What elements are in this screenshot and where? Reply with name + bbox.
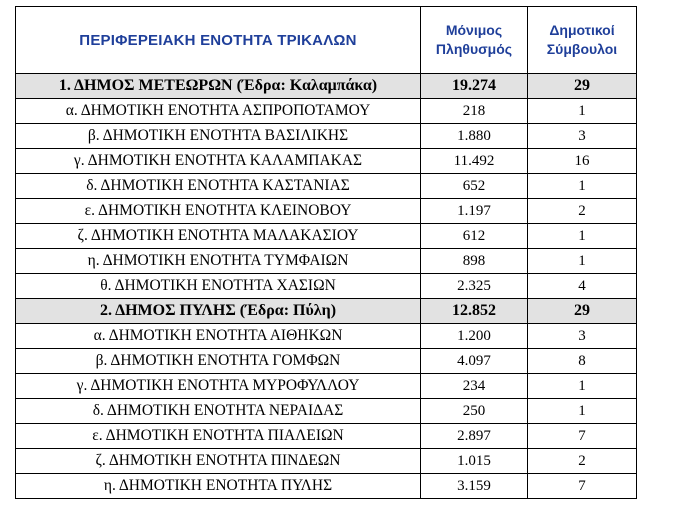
councillors-value: 7 xyxy=(528,474,637,499)
unit-name: β. ΔΗΜΟΤΙΚΗ ΕΝΟΤΗΤΑ ΓΟΜΦΩΝ xyxy=(16,349,421,374)
councillors-value: 2 xyxy=(528,199,637,224)
municipal-unit-row xyxy=(16,474,637,499)
councillors-value: 3 xyxy=(528,124,637,149)
municipal-unit-row xyxy=(16,424,637,449)
population-value: 2.897 xyxy=(421,424,528,449)
unit-name: η. ΔΗΜΟΤΙΚΗ ΕΝΟΤΗΤΑ ΤΥΜΦΑΙΩΝ xyxy=(16,249,421,274)
unit-name: ζ. ΔΗΜΟΤΙΚΗ ΕΝΟΤΗΤΑ ΜΑΛΑΚΑΣΙΟΥ xyxy=(16,224,421,249)
councillors-value: 1 xyxy=(528,374,637,399)
header-population-line2: Πληθυσμός xyxy=(435,41,513,57)
councillors-value: 1 xyxy=(528,99,637,124)
header-councillors xyxy=(528,7,637,74)
unit-name: η. ΔΗΜΟΤΙΚΗ ΕΝΟΤΗΤΑ ΠΥΛΗΣ xyxy=(16,474,421,499)
councillors-value: 16 xyxy=(528,149,637,174)
municipal-unit-row xyxy=(16,274,637,299)
councillors-value: 2 xyxy=(528,449,637,474)
unit-name: ε. ΔΗΜΟΤΙΚΗ ΕΝΟΤΗΤΑ ΠΙΑΛΕΙΩΝ xyxy=(16,424,421,449)
municipal-unit-row xyxy=(16,99,637,124)
municipal-unit-row xyxy=(16,349,637,374)
councillors-value: 1 xyxy=(528,174,637,199)
population-value: 218 xyxy=(421,99,528,124)
municipal-unit-row xyxy=(16,124,637,149)
councillors-value: 7 xyxy=(528,424,637,449)
header-population-line1: Μόνιμος xyxy=(445,22,503,38)
unit-name: δ. ΔΗΜΟΤΙΚΗ ΕΝΟΤΗΤΑ ΚΑΣΤΑΝΙΑΣ xyxy=(16,174,421,199)
unit-name: γ. ΔΗΜΟΤΙΚΗ ΕΝΟΤΗΤΑ ΜΥΡΟΦΥΛΛΟΥ xyxy=(16,374,421,399)
councillors-value: 8 xyxy=(528,349,637,374)
header-region-name: ΠΕΡΙΦΕΡΕΙΑΚΗ ΕΝΟΤΗΤΑ ΤΡΙΚΑΛΩΝ xyxy=(16,7,421,74)
table-body xyxy=(16,7,637,499)
unit-name: α. ΔΗΜΟΤΙΚΗ ΕΝΟΤΗΤΑ ΑΙΘΗΚΩΝ xyxy=(16,324,421,349)
population-value: 1.197 xyxy=(421,199,528,224)
municipality-name: 1. ΔΗΜΟΣ ΜΕΤΕΩΡΩΝ (Έδρα: Καλαμπάκα) xyxy=(16,74,421,99)
population-value: 250 xyxy=(421,399,528,424)
unit-name: ζ. ΔΗΜΟΤΙΚΗ ΕΝΟΤΗΤΑ ΠΙΝΔΕΩΝ xyxy=(16,449,421,474)
table-header-row xyxy=(16,7,637,74)
councillors-value: 1 xyxy=(528,224,637,249)
unit-name: γ. ΔΗΜΟΤΙΚΗ ΕΝΟΤΗΤΑ ΚΑΛΑΜΠΑΚΑΣ xyxy=(16,149,421,174)
municipal-unit-row xyxy=(16,224,637,249)
councillors-value: 29 xyxy=(528,299,637,324)
unit-name: β. ΔΗΜΟΤΙΚΗ ΕΝΟΤΗΤΑ ΒΑΣΙΛΙΚΗΣ xyxy=(16,124,421,149)
header-councillors-line1: Δημοτικοί xyxy=(549,22,615,38)
population-value: 12.852 xyxy=(421,299,528,324)
councillors-value: 4 xyxy=(528,274,637,299)
councillors-value: 3 xyxy=(528,324,637,349)
unit-name: θ. ΔΗΜΟΤΙΚΗ ΕΝΟΤΗΤΑ ΧΑΣΙΩΝ xyxy=(16,274,421,299)
header-councillors-line2: Σύμβουλοι xyxy=(546,41,618,57)
unit-name: δ. ΔΗΜΟΤΙΚΗ ΕΝΟΤΗΤΑ ΝΕΡΑΙΔΑΣ xyxy=(16,399,421,424)
population-value: 4.097 xyxy=(421,349,528,374)
population-value: 19.274 xyxy=(421,74,528,99)
municipality-row xyxy=(16,74,637,99)
unit-name: ε. ΔΗΜΟΤΙΚΗ ΕΝΟΤΗΤΑ ΚΛΕΙΝΟΒΟΥ xyxy=(16,199,421,224)
population-value: 612 xyxy=(421,224,528,249)
unit-name: α. ΔΗΜΟΤΙΚΗ ΕΝΟΤΗΤΑ ΑΣΠΡΟΠΟΤΑΜΟΥ xyxy=(16,99,421,124)
population-value: 234 xyxy=(421,374,528,399)
population-value: 1.200 xyxy=(421,324,528,349)
population-value: 3.159 xyxy=(421,474,528,499)
municipality-name: 2. ΔΗΜΟΣ ΠΥΛΗΣ (Έδρα: Πύλη) xyxy=(16,299,421,324)
population-value: 898 xyxy=(421,249,528,274)
municipality-row xyxy=(16,299,637,324)
population-value: 652 xyxy=(421,174,528,199)
municipal-unit-row xyxy=(16,399,637,424)
population-value: 11.492 xyxy=(421,149,528,174)
municipal-unit-row xyxy=(16,449,637,474)
municipal-unit-row xyxy=(16,324,637,349)
municipal-unit-row xyxy=(16,174,637,199)
councillors-value: 1 xyxy=(528,399,637,424)
councillors-value: 1 xyxy=(528,249,637,274)
municipal-unit-row xyxy=(16,374,637,399)
header-population xyxy=(421,7,528,74)
municipal-unit-row xyxy=(16,249,637,274)
population-value: 1.880 xyxy=(421,124,528,149)
municipal-unit-row xyxy=(16,149,637,174)
councillors-value: 29 xyxy=(528,74,637,99)
municipalities-table xyxy=(15,6,637,499)
population-value: 2.325 xyxy=(421,274,528,299)
municipal-unit-row xyxy=(16,199,637,224)
population-value: 1.015 xyxy=(421,449,528,474)
